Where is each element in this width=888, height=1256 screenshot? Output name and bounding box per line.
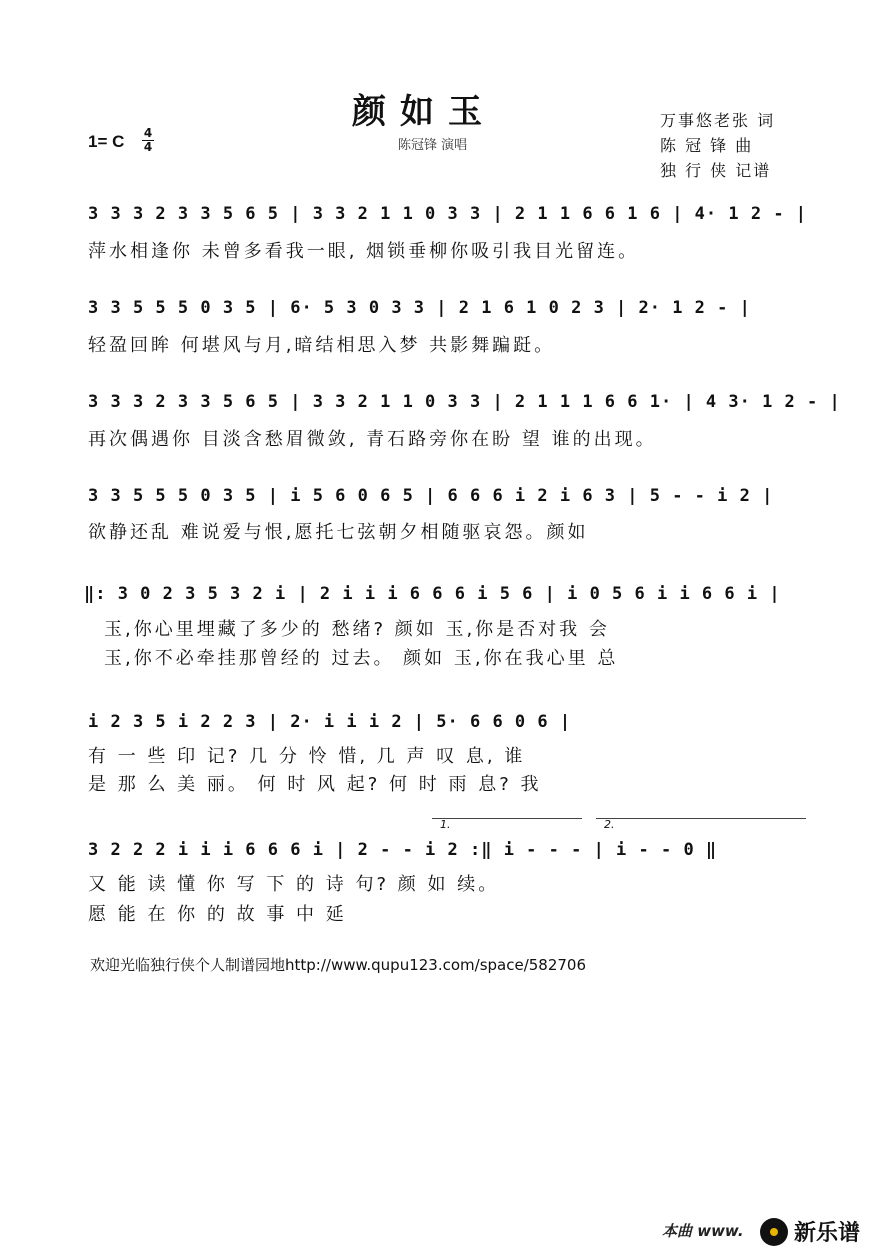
lyric-row-2: 轻盈回眸 何堪风与月,暗结相思入梦 共影舞蹁跹。 <box>88 335 556 356</box>
composer-credit: 陈 冠 锋 曲 <box>660 136 754 155</box>
notation-row-4: 3 3 5 5 5 0 3 5 | i 5 6 0 6 5 | 6 6 6 i 2 i 6 3 | 5 - - i 2 | <box>88 486 774 506</box>
notation-row-1: 3 3 3 2 3 3 5 6 5 | 3 3 2 1 1 0 3 3 | 2 1 1 6 6 1 6 | 4· 1 2 - | <box>88 204 808 224</box>
notation-row-3: 3 3 3 2 3 3 5 6 5 | 3 3 2 1 1 0 3 3 | 2 1 1 1 6 6 1· | 4 3· 1 2 - | <box>88 392 841 412</box>
lyric-row-7-verse-2: 愿 能 在 你 的 故 事 中 延 <box>88 904 347 925</box>
notation-row-2: 3 3 5 5 5 0 3 5 | 6· 5 3 0 3 3 | 2 1 6 1 0 2 3 | 2· 1 2 - | <box>88 298 751 318</box>
volta-bracket-2 <box>596 818 806 819</box>
singer-credit: 陈冠锋 演唱 <box>398 138 468 153</box>
time-signature-bottom: 4 <box>143 140 153 154</box>
lyric-row-4: 欲静还乱 难说爱与恨,愿托七弦朝夕相随驱哀怨。颜如 <box>88 522 589 543</box>
lyric-row-5-verse-1: 玉,你心里埋藏了多少的 愁绪? 颜如 玉,你是否对我 会 <box>104 619 610 640</box>
lyric-row-6-verse-1: 有 一 些 印 记? 几 分 怜 惜, 几 声 叹 息, 谁 <box>88 746 526 767</box>
site-logo <box>760 1216 860 1247</box>
time-signature-top: 4 <box>143 126 153 140</box>
key-signature: 1= C <box>88 132 125 151</box>
notation-row-6: i 2 3 5 i 2 2 3 | 2· i i i 2 | 5· 6 6 0 6 | <box>88 712 572 732</box>
time-signature <box>142 127 154 154</box>
footer-url-text: 欢迎光临独行侠个人制谱园地http://www.qupu123.com/space/582706 <box>90 956 587 974</box>
volta-label-2: 2. <box>604 818 615 831</box>
lyric-row-6-verse-2: 是 那 么 美 丽。 何 时 风 起? 何 时 雨 息? 我 <box>88 774 542 795</box>
lyric-row-3: 再次偶遇你 目淡含愁眉微敛, 青石路旁你在盼 望 谁的出现。 <box>88 429 657 450</box>
logo-text: 新乐谱 <box>794 1221 861 1246</box>
vinyl-record-icon <box>760 1218 788 1246</box>
transcriber-credit: 独 行 侠 记谱 <box>660 161 772 180</box>
notation-row-5: ‖: 3 0 2 3 5 3 2 i | 2 i i i 6 6 6 i 5 6 | i 0 5 6 i i 6 6 i | <box>84 584 781 604</box>
lyric-row-7-verse-1: 又 能 读 懂 你 写 下 的 诗 句? 颜 如 续。 <box>88 874 500 895</box>
lyricist-credit: 万事悠老张 词 <box>660 111 776 130</box>
watermark-text: 本曲 www. <box>662 1222 744 1240</box>
notation-row-7: 3 2 2 2 i i i 6 6 6 i | 2 - - i 2 :‖ i - - - | i - - 0 ‖ <box>88 840 718 860</box>
lyric-row-1: 萍水相逢你 未曾多看我一眼, 烟锁垂柳你吸引我目光留连。 <box>88 241 640 262</box>
volta-label-1: 1. <box>440 818 451 831</box>
lyric-row-5-verse-2: 玉,你不必牵挂那曾经的 过去。 颜如 玉,你在我心里 总 <box>104 648 619 669</box>
song-title: 颜如玉 <box>352 92 496 132</box>
volta-bracket-1 <box>432 818 582 819</box>
